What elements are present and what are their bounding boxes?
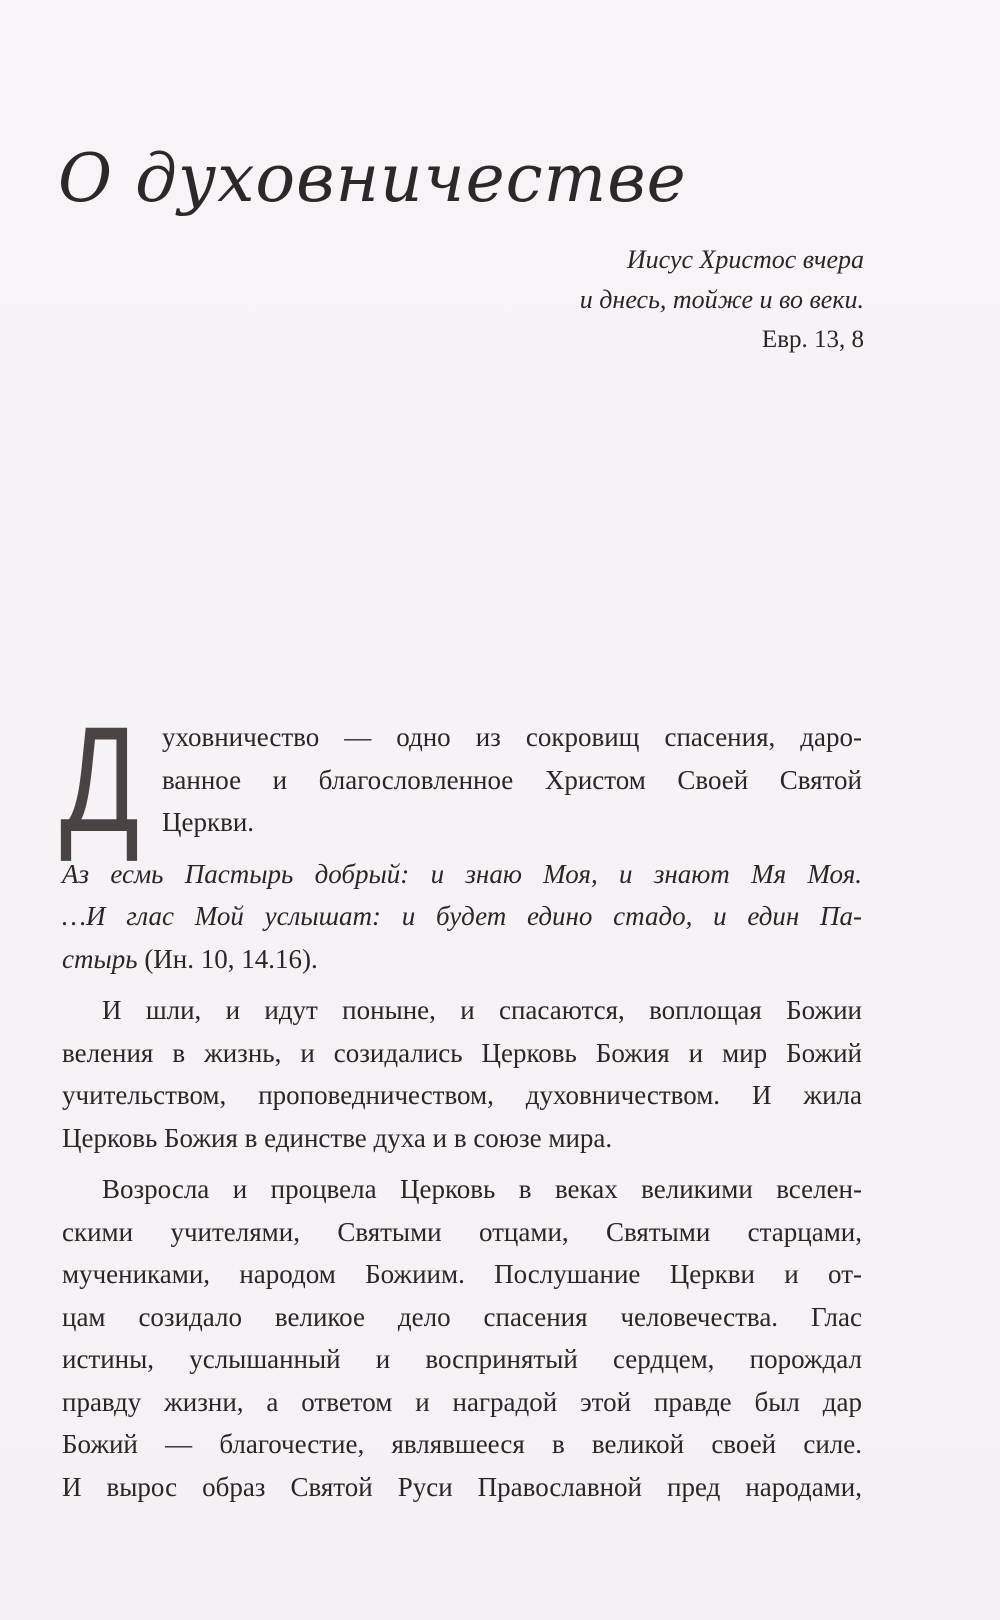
text-line: Возросла и процвела Церковь в веках великими вселен- (102, 1174, 862, 1204)
text-line (62, 938, 862, 981)
text-line: уховничество — одно из сокровищ спасения, даро- (162, 722, 862, 752)
scripture-word: стырь (62, 943, 138, 974)
text-line: цам созидало великое дело спасения человечества. Глас (62, 1301, 862, 1332)
epigraph (444, 240, 864, 360)
paragraph-4 (62, 1168, 862, 1508)
text-line: Церкви. (162, 807, 255, 837)
body-text (60, 695, 862, 1517)
text-line: ванное и благословленное Христом Своей Святой (162, 764, 862, 795)
text-line: учительством, проповедничеством, духовничеством. И жила (62, 1080, 862, 1110)
epigraph-reference: Евр. 13, 8 (761, 326, 864, 353)
drop-cap: Д (60, 695, 140, 863)
epigraph-line-1: Иисус Христос вчера (626, 245, 864, 274)
text-line: веления в жизнь, и созидались Церковь Божия и мир Божий (62, 1037, 862, 1068)
epigraph-line-2: и днесь, тойже и во веки. (579, 285, 864, 314)
text-line: …И глас Мой услышат: и будет едино стадо, и един Па- (62, 901, 862, 931)
text-line: И вырос образ Святой Руси Православной пред народами, (62, 1471, 862, 1502)
text-line: Церковь Божия в единстве духа и в союзе мира. (62, 1122, 613, 1153)
chapter-title: О духовничестве (58, 140, 687, 217)
paragraph-2 (62, 853, 862, 981)
text-line: И шли, и идут поныне, и спасаются, воплощая Божии (102, 995, 862, 1025)
text-line: скими учителями, Святыми отцами, Святыми старцами, (62, 1216, 862, 1247)
text-line: истины, услышанный и воспринятый сердцем, порождал (62, 1344, 862, 1374)
paragraph-1 (60, 695, 862, 863)
text-line: Божий — благочестие, являвшееся в великой своей силе. (62, 1429, 862, 1459)
text-line: мучениками, народом Божиим. Послушание Церкви и от- (62, 1259, 862, 1289)
scripture-reference: (Ин. 10, 14.16). (137, 943, 318, 974)
text-line: Аз есмь Пастырь добрый: и знаю Моя, и знают Мя Моя. (62, 858, 862, 889)
text-line: правду жизни, а ответом и наградой этой правде был дар (62, 1386, 862, 1417)
paragraph-3 (62, 989, 862, 1159)
